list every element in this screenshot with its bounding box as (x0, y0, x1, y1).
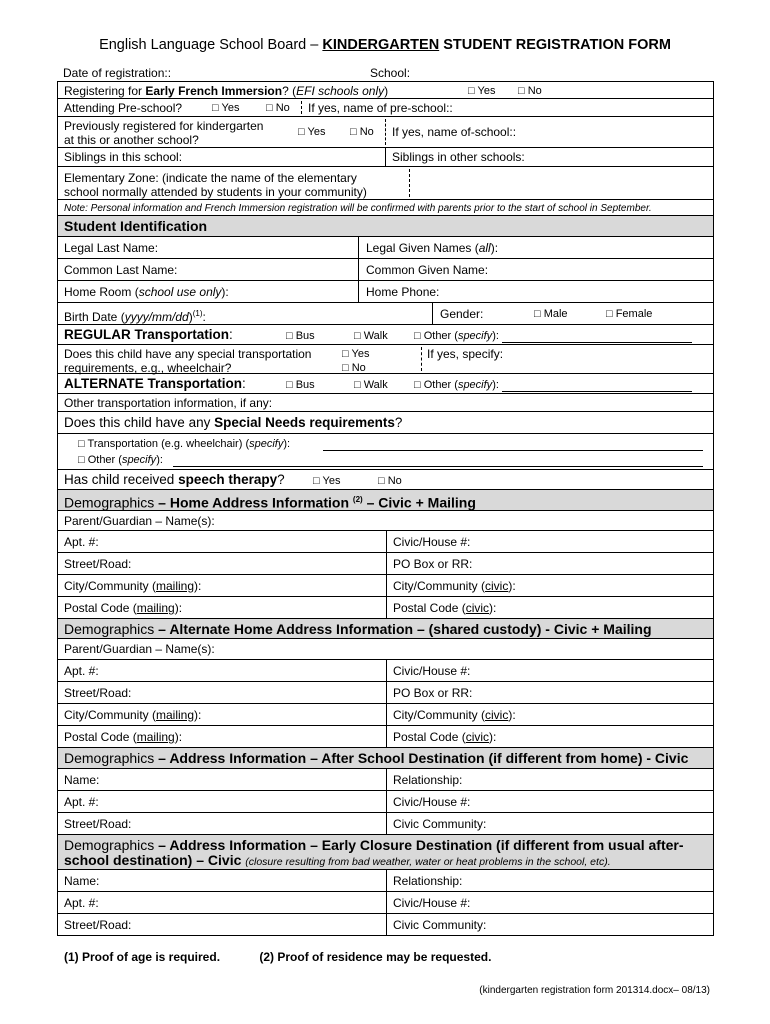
alt-apt-label[interactable]: Apt. #: (64, 664, 99, 678)
regular-other-checkbox[interactable]: □ Other (specify): (414, 329, 692, 343)
row-legal-names (57, 237, 714, 259)
row-home-room-phone (57, 281, 714, 303)
home-postal-civic-label[interactable]: Postal Code (civic): (393, 601, 497, 615)
title-emphasis: KINDERGARTEN (322, 37, 440, 53)
row-after-apt (57, 791, 714, 813)
siblings-this-label[interactable]: Siblings in this school: (64, 150, 183, 164)
male-checkbox[interactable]: □ Male (534, 308, 568, 320)
row-home-postal (57, 597, 714, 619)
row-closure-street (57, 914, 714, 936)
after-street-label[interactable]: Street/Road: (64, 817, 132, 831)
alt-civic-house-label[interactable]: Civic/House #: (393, 664, 471, 678)
legal-given-names-label[interactable]: Legal Given Names (all): (366, 241, 499, 255)
divider (409, 169, 410, 197)
speech-yes-checkbox[interactable]: □ Yes (313, 475, 341, 487)
home-phone-label[interactable]: Home Phone: (366, 285, 440, 299)
section-home-address (57, 490, 714, 511)
alt-postal-civic-label[interactable]: Postal Code (civic): (393, 730, 497, 744)
closure-relationship-label[interactable]: Relationship: (393, 874, 463, 888)
row-special-transport (57, 345, 714, 374)
speech-no-checkbox[interactable]: □ No (378, 475, 402, 487)
after-civic-community-label[interactable]: Civic Community: (393, 817, 487, 831)
home-civic-house-label[interactable]: Civic/House #: (393, 535, 471, 549)
home-room-label[interactable]: Home Room (school use only): (64, 285, 229, 299)
row-alt-city (57, 704, 714, 726)
divider (301, 101, 302, 114)
special-needs-transport-checkbox[interactable]: □ Transportation (e.g. wheelchair) (specify): (78, 438, 291, 450)
divider (421, 347, 422, 371)
closure-name-label[interactable]: Name: (64, 874, 100, 888)
row-closure-apt (57, 892, 714, 914)
footnote-proof-of-residence: (2) Proof of residence may be requested. (259, 950, 492, 964)
divider (386, 769, 387, 790)
divider (386, 682, 387, 703)
other-transport-info-label[interactable]: Other transportation information, if any: (64, 396, 273, 410)
section-alternate-home-address (57, 619, 714, 639)
row-alt-street (57, 682, 714, 704)
divider (386, 553, 387, 574)
row-alt-postal (57, 726, 714, 748)
row-after-name (57, 769, 714, 791)
row-special-needs (57, 412, 714, 434)
closure-civic-community-label[interactable]: Civic Community: (393, 918, 487, 932)
gender-label: Gender: (440, 307, 484, 321)
special-needs-other-checkbox[interactable]: □ Other (specify): (78, 454, 163, 466)
document-footer: (kindergarten registration form 201314.docx– 08/13) (479, 985, 710, 996)
row-other-transport-info (57, 394, 714, 412)
alt-pobox-label[interactable]: PO Box or RR: (393, 686, 473, 700)
row-efi (57, 81, 714, 99)
divider (386, 791, 387, 812)
alt-postal-mailing-label[interactable]: Postal Code (mailing): (64, 730, 183, 744)
row-note (57, 200, 714, 216)
divider (358, 281, 359, 302)
home-city-civic-label[interactable]: City/Community (civic): (393, 579, 516, 593)
special-transport-line1: Does this child have any special transportation (64, 347, 312, 361)
divider (386, 726, 387, 747)
preschool-name-label[interactable]: If yes, name of pre-school:: (308, 101, 453, 115)
efi-yes-checkbox[interactable]: □ Yes (468, 85, 496, 97)
efi-question: Registering for Early French Immersion? (EFI schools only) (64, 84, 389, 98)
closure-civic-house-label[interactable]: Civic/House #: (393, 896, 471, 910)
regular-bus-checkbox[interactable]: □ Bus (286, 330, 315, 342)
home-pobox-label[interactable]: PO Box or RR: (393, 557, 473, 571)
registration-form (57, 64, 714, 936)
row-siblings (57, 148, 714, 167)
alternate-other-checkbox[interactable]: □ Other (specify): (414, 378, 692, 392)
form-title (0, 37, 770, 53)
preschool-label: Attending Pre-school? (64, 101, 183, 115)
row-date-school (57, 64, 714, 81)
section-after-school-destination (57, 748, 714, 769)
closure-street-label[interactable]: Street/Road: (64, 918, 132, 932)
row-after-street (57, 813, 714, 835)
divider (386, 660, 387, 681)
divider (358, 259, 359, 280)
birth-date-label[interactable]: Birth Date (yyyy/mm/dd)$^{(1)}$: (64, 309, 206, 324)
efi-no-checkbox[interactable]: □ No (518, 85, 542, 97)
note-text: Note: Personal information and French Immersion registration will be confirmed with parents prior to the start of school in September. (64, 203, 652, 214)
divider (386, 892, 387, 913)
section-title-line2: school destination) – Civic (closure resulting from bad weather, water or heat problems in the school, etc). (64, 852, 611, 868)
row-elementary-zone (57, 167, 714, 200)
row-previously-registered (57, 117, 714, 148)
preschool-no-checkbox[interactable]: □ No (266, 102, 290, 114)
row-home-guardian (57, 511, 714, 531)
section-title: Student Identification (64, 218, 208, 234)
prev-reg-name-label[interactable]: If yes, name of-school:: (392, 125, 517, 139)
date-label[interactable]: Date of registration:: (63, 66, 172, 80)
section-title-line1: Demographics – Address Information – Early Closure Destination (if different from usual after- (64, 837, 684, 853)
title-suffix: STUDENT REGISTRATION FORM (439, 37, 671, 53)
zone-line2: school normally attended by students in your community) (64, 185, 367, 199)
prev-reg-yes-checkbox[interactable]: □ Yes (298, 126, 326, 138)
row-home-city (57, 575, 714, 597)
female-checkbox[interactable]: □ Female (606, 308, 653, 320)
footnotes (64, 950, 491, 964)
divider (386, 914, 387, 935)
divider (386, 597, 387, 618)
row-preschool (57, 99, 714, 117)
common-given-name-label[interactable]: Common Given Name: (366, 263, 489, 277)
section-title: Demographics – Address Information – After School Destination (if different from home) - Civic (64, 750, 689, 766)
siblings-other-label[interactable]: Siblings in other schools: (392, 150, 525, 164)
common-last-name-label[interactable]: Common Last Name: (64, 263, 178, 277)
alternate-bus-checkbox[interactable]: □ Bus (286, 379, 315, 391)
row-alternate-transportation (57, 374, 714, 394)
divider (386, 704, 387, 725)
row-home-apt (57, 531, 714, 553)
home-apt-label[interactable]: Apt. #: (64, 535, 99, 549)
divider (358, 237, 359, 258)
closure-apt-label[interactable]: Apt. #: (64, 896, 99, 910)
legal-last-name-label[interactable]: Legal Last Name: (64, 241, 159, 255)
row-alt-apt (57, 660, 714, 682)
alt-guardian-label[interactable]: Parent/Guardian – Name(s): (64, 642, 215, 656)
after-civic-house-label[interactable]: Civic/House #: (393, 795, 471, 809)
home-street-label[interactable]: Street/Road: (64, 557, 132, 571)
row-birth-gender (57, 303, 714, 325)
school-label[interactable]: School: (370, 66, 411, 80)
row-speech-therapy (57, 470, 714, 490)
divider (386, 531, 387, 552)
alt-street-label[interactable]: Street/Road: (64, 686, 132, 700)
row-common-names (57, 259, 714, 281)
prev-reg-line1: Previously registered for kindergarten (64, 119, 264, 133)
speech-therapy-question: Has child received speech therapy? (64, 472, 285, 487)
alt-city-civic-label[interactable]: City/Community (civic): (393, 708, 516, 722)
divider (386, 870, 387, 891)
special-needs-other-line[interactable] (173, 452, 703, 467)
home-city-mailing-label[interactable]: City/Community (mailing): (64, 579, 202, 593)
divider (385, 148, 386, 166)
section-title: Demographics – Home Address Information $^{(2)}$ – Civic + Mailing (64, 494, 476, 511)
special-transport-specify[interactable]: If yes, specify: (427, 347, 504, 361)
special-needs-transport-line[interactable] (323, 436, 703, 451)
footnote-proof-of-age: (1) Proof of age is required. (64, 950, 221, 964)
special-transport-line2: requirements, e.g., wheelchair? (64, 361, 232, 375)
section-student-identification (57, 216, 714, 237)
zone-line1: Elementary Zone: (indicate the name of the elementary (64, 171, 357, 185)
alternate-walk-checkbox[interactable]: □ Walk (354, 379, 388, 391)
divider (386, 575, 387, 596)
alt-city-mailing-label[interactable]: City/Community (mailing): (64, 708, 202, 722)
row-closure-name (57, 870, 714, 892)
row-home-street (57, 553, 714, 575)
title-prefix: English Language School Board – (99, 37, 323, 53)
section-early-closure-destination (57, 835, 714, 870)
section-title: Demographics – Alternate Home Address Information – (shared custody) - Civic + Mailing (64, 621, 652, 637)
row-alt-guardian (57, 639, 714, 660)
special-transport-yes-checkbox[interactable]: □ Yes (342, 348, 370, 360)
divider (385, 119, 386, 145)
row-special-needs-details (57, 434, 714, 470)
after-name-label[interactable]: Name: (64, 773, 100, 787)
special-transport-no-checkbox[interactable]: □ No (342, 362, 366, 374)
divider (432, 303, 433, 324)
prev-reg-no-checkbox[interactable]: □ No (350, 126, 374, 138)
prev-reg-line2: at this or another school? (64, 133, 199, 147)
divider (386, 813, 387, 834)
regular-transport-label: REGULAR Transportation: (64, 327, 233, 342)
after-relationship-label[interactable]: Relationship: (393, 773, 463, 787)
preschool-yes-checkbox[interactable]: □ Yes (212, 102, 240, 114)
home-postal-mailing-label[interactable]: Postal Code (mailing): (64, 601, 183, 615)
home-guardian-label[interactable]: Parent/Guardian – Name(s): (64, 514, 215, 528)
row-regular-transportation (57, 325, 714, 345)
after-apt-label[interactable]: Apt. #: (64, 795, 99, 809)
regular-walk-checkbox[interactable]: □ Walk (354, 330, 388, 342)
alternate-transport-label: ALTERNATE Transportation: (64, 376, 246, 391)
special-needs-question: Does this child have any Special Needs requirements? (64, 415, 403, 430)
